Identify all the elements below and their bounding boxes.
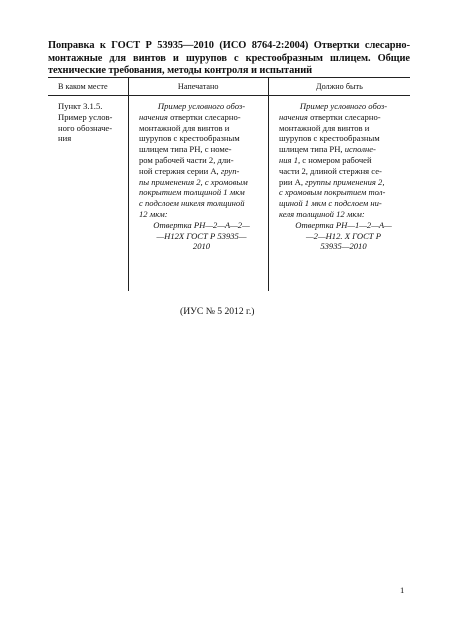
correct-line: монтажной для винтов и xyxy=(279,122,370,133)
table-row xyxy=(48,96,410,291)
printed-line: с подслоем никеля толщиной xyxy=(139,198,245,209)
printed-line: шурупов с крестообразным xyxy=(139,133,240,144)
header-location: В каком месте xyxy=(58,82,108,91)
location-line: Пункт 3.1.5. xyxy=(58,101,103,111)
location-line: ния xyxy=(58,133,72,144)
printed-line: ром рабочей части 2, дли- xyxy=(139,154,234,165)
correct-line: келя толщиной 12 мкм: xyxy=(279,208,365,219)
correct-line: ния 1, xyxy=(279,154,301,165)
printed-line: монтажной для винтов и xyxy=(139,122,230,133)
cell-printed xyxy=(128,96,268,291)
printed-designation: 2010 xyxy=(192,241,211,252)
correct-designation: 53935—2010 xyxy=(320,241,367,252)
correct-line: начения xyxy=(279,111,308,122)
printed-line: начения xyxy=(139,111,168,122)
correct-line: с хромовым покрытием тол- xyxy=(279,187,386,198)
printed-line: груп- xyxy=(220,165,240,176)
correct-line: щиной 1 мкм с подслоем ни- xyxy=(279,198,382,209)
correct-line: Пример условного обоз- xyxy=(299,101,388,111)
printed-line: 12 мкм: xyxy=(139,208,168,219)
cell-correct xyxy=(268,96,410,291)
location-line: Пример услов- xyxy=(58,111,113,122)
correct-line: с номером рабочей xyxy=(300,154,372,165)
correction-table xyxy=(48,77,410,291)
source-footnote: (ИУС № 5 2012 г.) xyxy=(180,306,255,317)
correct-line: отвертки слесарно- xyxy=(307,111,381,122)
printed-line: шлицем типа PH, с номе- xyxy=(139,144,232,155)
correct-designation: —2—Н12. Х ГОСТ Р xyxy=(306,230,381,241)
correct-line: группы применения 2, xyxy=(305,176,385,187)
printed-designation: Отвертка PH—2—А—2— xyxy=(153,219,250,230)
correct-line: шурупов с крестообразным xyxy=(279,133,380,144)
correct-line: шлицем типа PH, xyxy=(279,144,345,155)
printed-line: ной стержня серии А, xyxy=(139,165,221,176)
correct-line: части 2, длиной стержня се- xyxy=(279,165,382,176)
document-title: Поправка к ГОСТ Р 53935—2010 (ИСО 8764-2:2004) Отвертки слесарно-монтажные для винтов и шурупов с крестообразным шлицем. Общие технические требования, методы контроля и испытаний xyxy=(48,40,410,76)
printed-line: Пример условного обоз- xyxy=(157,101,246,111)
printed-line: пы применения 2, с хромовым xyxy=(139,176,248,187)
correct-line: исполне- xyxy=(344,144,376,155)
printed-line: покрытием толщиной 1 мкм xyxy=(139,187,245,198)
correct-designation: Отвертка PH—1—2—А— xyxy=(295,219,392,230)
correct-line: рии А, xyxy=(279,176,306,187)
printed-designation: —Н12Х ГОСТ Р 53935— xyxy=(156,230,247,241)
header-correct: Должно быть xyxy=(268,78,410,95)
table-header-row xyxy=(48,78,410,96)
cell-location xyxy=(48,96,128,291)
location-line: ного обозначе- xyxy=(58,122,113,133)
printed-line: отвертки слесарно- xyxy=(167,111,241,122)
header-printed: Напечатано xyxy=(128,78,268,95)
page-number: 1 xyxy=(400,585,405,595)
